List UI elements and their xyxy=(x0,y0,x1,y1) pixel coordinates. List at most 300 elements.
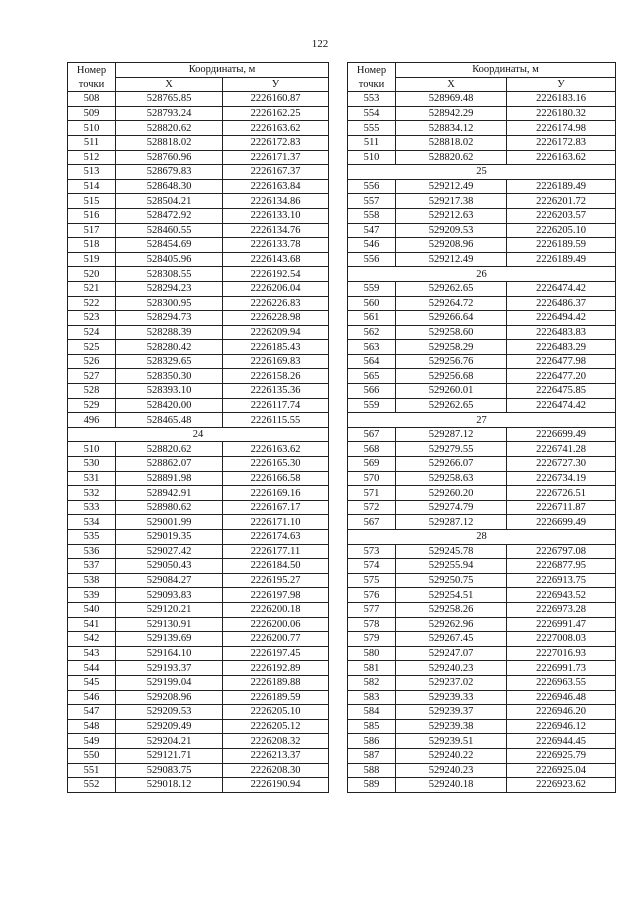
table-row xyxy=(68,106,329,121)
table-row xyxy=(348,340,616,355)
point-number: 576 xyxy=(348,588,396,603)
y-coordinate: 2226189.49 xyxy=(507,252,616,267)
point-number: 517 xyxy=(68,223,116,238)
point-number: 556 xyxy=(348,252,396,267)
x-coordinate: 528350.30 xyxy=(116,369,223,384)
point-number: 548 xyxy=(68,719,116,734)
x-coordinate: 528465.48 xyxy=(116,413,223,428)
x-coordinate: 528679.83 xyxy=(116,165,223,180)
x-coordinate: 529256.68 xyxy=(396,369,507,384)
point-number: 523 xyxy=(68,311,116,326)
table-row xyxy=(348,354,616,369)
point-number: 564 xyxy=(348,354,396,369)
x-coordinate: 529258.29 xyxy=(396,340,507,355)
y-coordinate: 2226189.49 xyxy=(507,179,616,194)
x-coordinate: 528288.39 xyxy=(116,325,223,340)
section-number: 27 xyxy=(348,413,616,428)
y-coordinate: 2226135.36 xyxy=(223,384,329,399)
x-coordinate: 529262.65 xyxy=(396,281,507,296)
x-coordinate: 529120.21 xyxy=(116,602,223,617)
table-row xyxy=(68,471,329,486)
point-number: 588 xyxy=(348,763,396,778)
y-coordinate: 2226201.72 xyxy=(507,194,616,209)
point-number: 550 xyxy=(68,748,116,763)
table-row xyxy=(348,369,616,384)
y-coordinate: 2226943.52 xyxy=(507,588,616,603)
table-row xyxy=(348,92,616,107)
point-number: 521 xyxy=(68,281,116,296)
y-coordinate: 2226172.83 xyxy=(223,135,329,150)
x-coordinate: 529209.49 xyxy=(116,719,223,734)
point-number: 542 xyxy=(68,632,116,647)
y-coordinate: 2226797.08 xyxy=(507,544,616,559)
table-row xyxy=(348,778,616,793)
x-coordinate: 529139.69 xyxy=(116,632,223,647)
y-coordinate: 2226180.32 xyxy=(507,106,616,121)
point-number: 583 xyxy=(348,690,396,705)
point-number: 565 xyxy=(348,369,396,384)
table-row xyxy=(348,719,616,734)
y-coordinate: 2226190.94 xyxy=(223,778,329,793)
point-number: 528 xyxy=(68,384,116,399)
point-number: 539 xyxy=(68,588,116,603)
table-row xyxy=(348,734,616,749)
y-coordinate: 2226925.79 xyxy=(507,748,616,763)
y-coordinate: 2226200.77 xyxy=(223,632,329,647)
point-number: 533 xyxy=(68,500,116,515)
x-coordinate: 529256.76 xyxy=(396,354,507,369)
table-row xyxy=(68,194,329,209)
table-row xyxy=(348,763,616,778)
table-row xyxy=(348,457,616,472)
y-coordinate: 2226115.55 xyxy=(223,413,329,428)
x-coordinate: 528942.29 xyxy=(396,106,507,121)
table-row xyxy=(348,252,616,267)
table-row xyxy=(348,690,616,705)
y-coordinate: 2227016.93 xyxy=(507,646,616,661)
y-coordinate: 2226226.83 xyxy=(223,296,329,311)
table-row xyxy=(68,617,329,632)
x-coordinate: 529258.26 xyxy=(396,602,507,617)
y-coordinate: 2226209.94 xyxy=(223,325,329,340)
table-row xyxy=(348,398,616,413)
x-coordinate: 528942.91 xyxy=(116,486,223,501)
y-coordinate: 2226494.42 xyxy=(507,311,616,326)
table-row xyxy=(348,471,616,486)
y-coordinate: 2226160.87 xyxy=(223,92,329,107)
point-number: 554 xyxy=(348,106,396,121)
y-coordinate: 2226475.85 xyxy=(507,384,616,399)
x-coordinate: 529240.23 xyxy=(396,763,507,778)
x-coordinate: 528405.96 xyxy=(116,252,223,267)
x-coordinate: 528820.62 xyxy=(116,121,223,136)
y-coordinate: 2226944.45 xyxy=(507,734,616,749)
table-row xyxy=(348,384,616,399)
y-coordinate: 2226877.95 xyxy=(507,559,616,574)
y-coordinate: 2226171.10 xyxy=(223,515,329,530)
table-row xyxy=(348,617,616,632)
x-coordinate: 528793.24 xyxy=(116,106,223,121)
table-row xyxy=(348,559,616,574)
table-row xyxy=(68,223,329,238)
point-number: 513 xyxy=(68,165,116,180)
y-coordinate: 2226143.68 xyxy=(223,252,329,267)
point-number: 522 xyxy=(68,296,116,311)
point-number: 551 xyxy=(68,763,116,778)
table-row xyxy=(348,150,616,165)
table-row xyxy=(348,121,616,136)
y-coordinate: 2226486.37 xyxy=(507,296,616,311)
header-number-top: Номер xyxy=(348,63,396,78)
table-row xyxy=(68,646,329,661)
x-coordinate: 528454.69 xyxy=(116,238,223,253)
coordinates-table-right xyxy=(347,62,616,793)
x-coordinate: 529199.04 xyxy=(116,675,223,690)
table-row xyxy=(68,661,329,676)
section-number: 25 xyxy=(348,165,616,180)
table-row xyxy=(68,690,329,705)
table-row xyxy=(68,296,329,311)
x-coordinate: 528472.92 xyxy=(116,208,223,223)
point-number: 557 xyxy=(348,194,396,209)
point-number: 572 xyxy=(348,500,396,515)
table-row xyxy=(68,150,329,165)
point-number: 529 xyxy=(68,398,116,413)
x-coordinate: 529193.37 xyxy=(116,661,223,676)
point-number: 540 xyxy=(68,602,116,617)
table-row xyxy=(68,530,329,545)
section-number: 26 xyxy=(348,267,616,282)
x-coordinate: 528862.07 xyxy=(116,457,223,472)
table-row xyxy=(68,281,329,296)
table-row xyxy=(348,748,616,763)
point-number: 544 xyxy=(68,661,116,676)
y-coordinate: 2226177.11 xyxy=(223,544,329,559)
x-coordinate: 529239.33 xyxy=(396,690,507,705)
point-number: 530 xyxy=(68,457,116,472)
table-row xyxy=(68,267,329,282)
y-coordinate: 2226208.30 xyxy=(223,763,329,778)
table-row xyxy=(68,602,329,617)
x-coordinate: 528980.62 xyxy=(116,500,223,515)
y-coordinate: 2226741.28 xyxy=(507,442,616,457)
point-number: 510 xyxy=(348,150,396,165)
header-number-top: Номер xyxy=(68,63,116,78)
table-row xyxy=(348,515,616,530)
x-coordinate: 529237.02 xyxy=(396,675,507,690)
section-row xyxy=(348,165,616,180)
y-coordinate: 2226169.83 xyxy=(223,354,329,369)
y-coordinate: 2226162.25 xyxy=(223,106,329,121)
point-number: 537 xyxy=(68,559,116,574)
point-number: 515 xyxy=(68,194,116,209)
x-coordinate: 529240.22 xyxy=(396,748,507,763)
y-coordinate: 2226166.58 xyxy=(223,471,329,486)
point-number: 563 xyxy=(348,340,396,355)
header-number-bottom: точки xyxy=(68,77,116,92)
table-body-left xyxy=(68,92,329,793)
point-number: 532 xyxy=(68,486,116,501)
y-coordinate: 2226189.59 xyxy=(507,238,616,253)
point-number: 589 xyxy=(348,778,396,793)
x-coordinate: 529287.12 xyxy=(396,515,507,530)
point-number: 570 xyxy=(348,471,396,486)
table-row xyxy=(348,238,616,253)
x-coordinate: 528308.55 xyxy=(116,267,223,282)
table-row xyxy=(348,325,616,340)
section-number: 24 xyxy=(68,427,329,442)
x-coordinate: 529245.78 xyxy=(396,544,507,559)
table-row xyxy=(68,442,329,457)
point-number: 520 xyxy=(68,267,116,282)
point-number: 538 xyxy=(68,573,116,588)
x-coordinate: 529027.42 xyxy=(116,544,223,559)
x-coordinate: 528820.62 xyxy=(116,442,223,457)
x-coordinate: 529212.49 xyxy=(396,252,507,267)
point-number: 516 xyxy=(68,208,116,223)
table-row xyxy=(68,369,329,384)
x-coordinate: 529262.96 xyxy=(396,617,507,632)
point-number: 558 xyxy=(348,208,396,223)
point-number: 511 xyxy=(68,135,116,150)
y-coordinate: 2226946.48 xyxy=(507,690,616,705)
x-coordinate: 529212.63 xyxy=(396,208,507,223)
y-coordinate: 2226192.54 xyxy=(223,267,329,282)
x-coordinate: 528648.30 xyxy=(116,179,223,194)
table-row xyxy=(68,544,329,559)
point-number: 552 xyxy=(68,778,116,793)
y-coordinate: 2226474.42 xyxy=(507,398,616,413)
point-number: 559 xyxy=(348,281,396,296)
y-coordinate: 2226133.10 xyxy=(223,208,329,223)
point-number: 553 xyxy=(348,92,396,107)
point-number: 559 xyxy=(348,398,396,413)
x-coordinate: 529083.75 xyxy=(116,763,223,778)
point-number: 569 xyxy=(348,457,396,472)
x-coordinate: 529262.65 xyxy=(396,398,507,413)
y-coordinate: 2226205.10 xyxy=(507,223,616,238)
table-row xyxy=(68,325,329,340)
table-row xyxy=(68,92,329,107)
x-coordinate: 529250.75 xyxy=(396,573,507,588)
x-coordinate: 528280.42 xyxy=(116,340,223,355)
y-coordinate: 2226973.28 xyxy=(507,602,616,617)
y-coordinate: 2226963.55 xyxy=(507,675,616,690)
table-row xyxy=(68,559,329,574)
x-coordinate: 528300.95 xyxy=(116,296,223,311)
point-number: 577 xyxy=(348,602,396,617)
x-coordinate: 529217.38 xyxy=(396,194,507,209)
y-coordinate: 2226206.04 xyxy=(223,281,329,296)
table-row xyxy=(348,442,616,457)
table-row xyxy=(348,208,616,223)
x-coordinate: 528393.10 xyxy=(116,384,223,399)
y-coordinate: 2226913.75 xyxy=(507,573,616,588)
y-coordinate: 2226171.37 xyxy=(223,150,329,165)
x-coordinate: 528420.00 xyxy=(116,398,223,413)
point-number: 546 xyxy=(68,690,116,705)
table-row xyxy=(68,165,329,180)
x-coordinate: 529001.99 xyxy=(116,515,223,530)
table-row xyxy=(68,179,329,194)
point-number: 587 xyxy=(348,748,396,763)
section-number: 28 xyxy=(348,530,616,545)
x-coordinate: 529209.53 xyxy=(116,705,223,720)
x-coordinate: 529130.91 xyxy=(116,617,223,632)
point-number: 510 xyxy=(68,121,116,136)
y-coordinate: 2226165.30 xyxy=(223,457,329,472)
y-coordinate: 2226228.98 xyxy=(223,311,329,326)
table-row xyxy=(348,705,616,720)
x-coordinate: 529209.53 xyxy=(396,223,507,238)
x-coordinate: 529260.01 xyxy=(396,384,507,399)
y-coordinate: 2226169.16 xyxy=(223,486,329,501)
point-number: 512 xyxy=(68,150,116,165)
table-row xyxy=(68,252,329,267)
point-number: 535 xyxy=(68,530,116,545)
point-number: 511 xyxy=(348,135,396,150)
point-number: 508 xyxy=(68,92,116,107)
table-row xyxy=(68,384,329,399)
point-number: 586 xyxy=(348,734,396,749)
y-coordinate: 2226923.62 xyxy=(507,778,616,793)
y-coordinate: 2226184.50 xyxy=(223,559,329,574)
section-row xyxy=(68,427,329,442)
table-row xyxy=(68,573,329,588)
point-number: 580 xyxy=(348,646,396,661)
x-coordinate: 529204.21 xyxy=(116,734,223,749)
point-number: 555 xyxy=(348,121,396,136)
header-coordinates: Координаты, м xyxy=(116,63,329,78)
point-number: 514 xyxy=(68,179,116,194)
table-row xyxy=(68,675,329,690)
table-row xyxy=(348,646,616,661)
y-coordinate: 2226163.62 xyxy=(223,442,329,457)
table-row xyxy=(68,632,329,647)
table-row xyxy=(348,281,616,296)
x-coordinate: 528969.48 xyxy=(396,92,507,107)
y-coordinate: 2226727.30 xyxy=(507,457,616,472)
coordinates-table-left xyxy=(67,62,329,793)
y-coordinate: 2227008.03 xyxy=(507,632,616,647)
table-row xyxy=(348,106,616,121)
y-coordinate: 2226711.87 xyxy=(507,500,616,515)
x-coordinate: 529093.83 xyxy=(116,588,223,603)
y-coordinate: 2226213.37 xyxy=(223,748,329,763)
y-coordinate: 2226158.26 xyxy=(223,369,329,384)
x-coordinate: 528834.12 xyxy=(396,121,507,136)
y-coordinate: 2226195.27 xyxy=(223,573,329,588)
table-row xyxy=(68,500,329,515)
x-coordinate: 529208.96 xyxy=(116,690,223,705)
point-number: 549 xyxy=(68,734,116,749)
table-row xyxy=(68,413,329,428)
table-row xyxy=(348,296,616,311)
point-number: 541 xyxy=(68,617,116,632)
table-row xyxy=(348,500,616,515)
point-number: 567 xyxy=(348,427,396,442)
y-coordinate: 2226991.47 xyxy=(507,617,616,632)
y-coordinate: 2226200.18 xyxy=(223,602,329,617)
y-coordinate: 2226205.10 xyxy=(223,705,329,720)
x-coordinate: 528294.23 xyxy=(116,281,223,296)
y-coordinate: 2226699.49 xyxy=(507,515,616,530)
table-row xyxy=(68,457,329,472)
y-coordinate: 2226185.43 xyxy=(223,340,329,355)
y-coordinate: 2226189.88 xyxy=(223,675,329,690)
point-number: 578 xyxy=(348,617,396,632)
x-coordinate: 529258.63 xyxy=(396,471,507,486)
x-coordinate: 529266.07 xyxy=(396,457,507,472)
x-coordinate: 529050.43 xyxy=(116,559,223,574)
x-coordinate: 529240.18 xyxy=(396,778,507,793)
table-row xyxy=(348,632,616,647)
x-coordinate: 529239.38 xyxy=(396,719,507,734)
y-coordinate: 2226134.86 xyxy=(223,194,329,209)
point-number: 526 xyxy=(68,354,116,369)
point-number: 556 xyxy=(348,179,396,194)
y-coordinate: 2226734.19 xyxy=(507,471,616,486)
header-x: X xyxy=(396,77,507,92)
y-coordinate: 2226925.04 xyxy=(507,763,616,778)
y-coordinate: 2226163.62 xyxy=(507,150,616,165)
y-coordinate: 2226174.98 xyxy=(507,121,616,136)
y-coordinate: 2226477.98 xyxy=(507,354,616,369)
y-coordinate: 2226200.06 xyxy=(223,617,329,632)
x-coordinate: 529121.71 xyxy=(116,748,223,763)
x-coordinate: 529264.72 xyxy=(396,296,507,311)
x-coordinate: 529260.20 xyxy=(396,486,507,501)
table-row xyxy=(68,705,329,720)
point-number: 571 xyxy=(348,486,396,501)
table-body-right xyxy=(348,92,616,793)
point-number: 574 xyxy=(348,559,396,574)
table-row xyxy=(68,515,329,530)
y-coordinate: 2226197.98 xyxy=(223,588,329,603)
x-coordinate: 528765.85 xyxy=(116,92,223,107)
table-row xyxy=(348,486,616,501)
x-coordinate: 528818.02 xyxy=(396,135,507,150)
y-coordinate: 2226699.49 xyxy=(507,427,616,442)
table-row xyxy=(348,675,616,690)
table-row xyxy=(68,778,329,793)
y-coordinate: 2226483.83 xyxy=(507,325,616,340)
table-row xyxy=(348,427,616,442)
x-coordinate: 529164.10 xyxy=(116,646,223,661)
header-number-bottom: точки xyxy=(348,77,396,92)
point-number: 547 xyxy=(68,705,116,720)
point-number: 561 xyxy=(348,311,396,326)
point-number: 562 xyxy=(348,325,396,340)
table-row xyxy=(68,121,329,136)
x-coordinate: 529084.27 xyxy=(116,573,223,588)
x-coordinate: 529239.51 xyxy=(396,734,507,749)
y-coordinate: 2226189.59 xyxy=(223,690,329,705)
x-coordinate: 529019.35 xyxy=(116,530,223,545)
x-coordinate: 528820.62 xyxy=(396,150,507,165)
x-coordinate: 528460.55 xyxy=(116,223,223,238)
table-row xyxy=(68,734,329,749)
point-number: 579 xyxy=(348,632,396,647)
table-row xyxy=(68,588,329,603)
point-number: 525 xyxy=(68,340,116,355)
y-coordinate: 2226726.51 xyxy=(507,486,616,501)
section-row xyxy=(348,267,616,282)
y-coordinate: 2226134.76 xyxy=(223,223,329,238)
y-coordinate: 2226167.17 xyxy=(223,500,329,515)
point-number: 545 xyxy=(68,675,116,690)
x-coordinate: 528891.98 xyxy=(116,471,223,486)
